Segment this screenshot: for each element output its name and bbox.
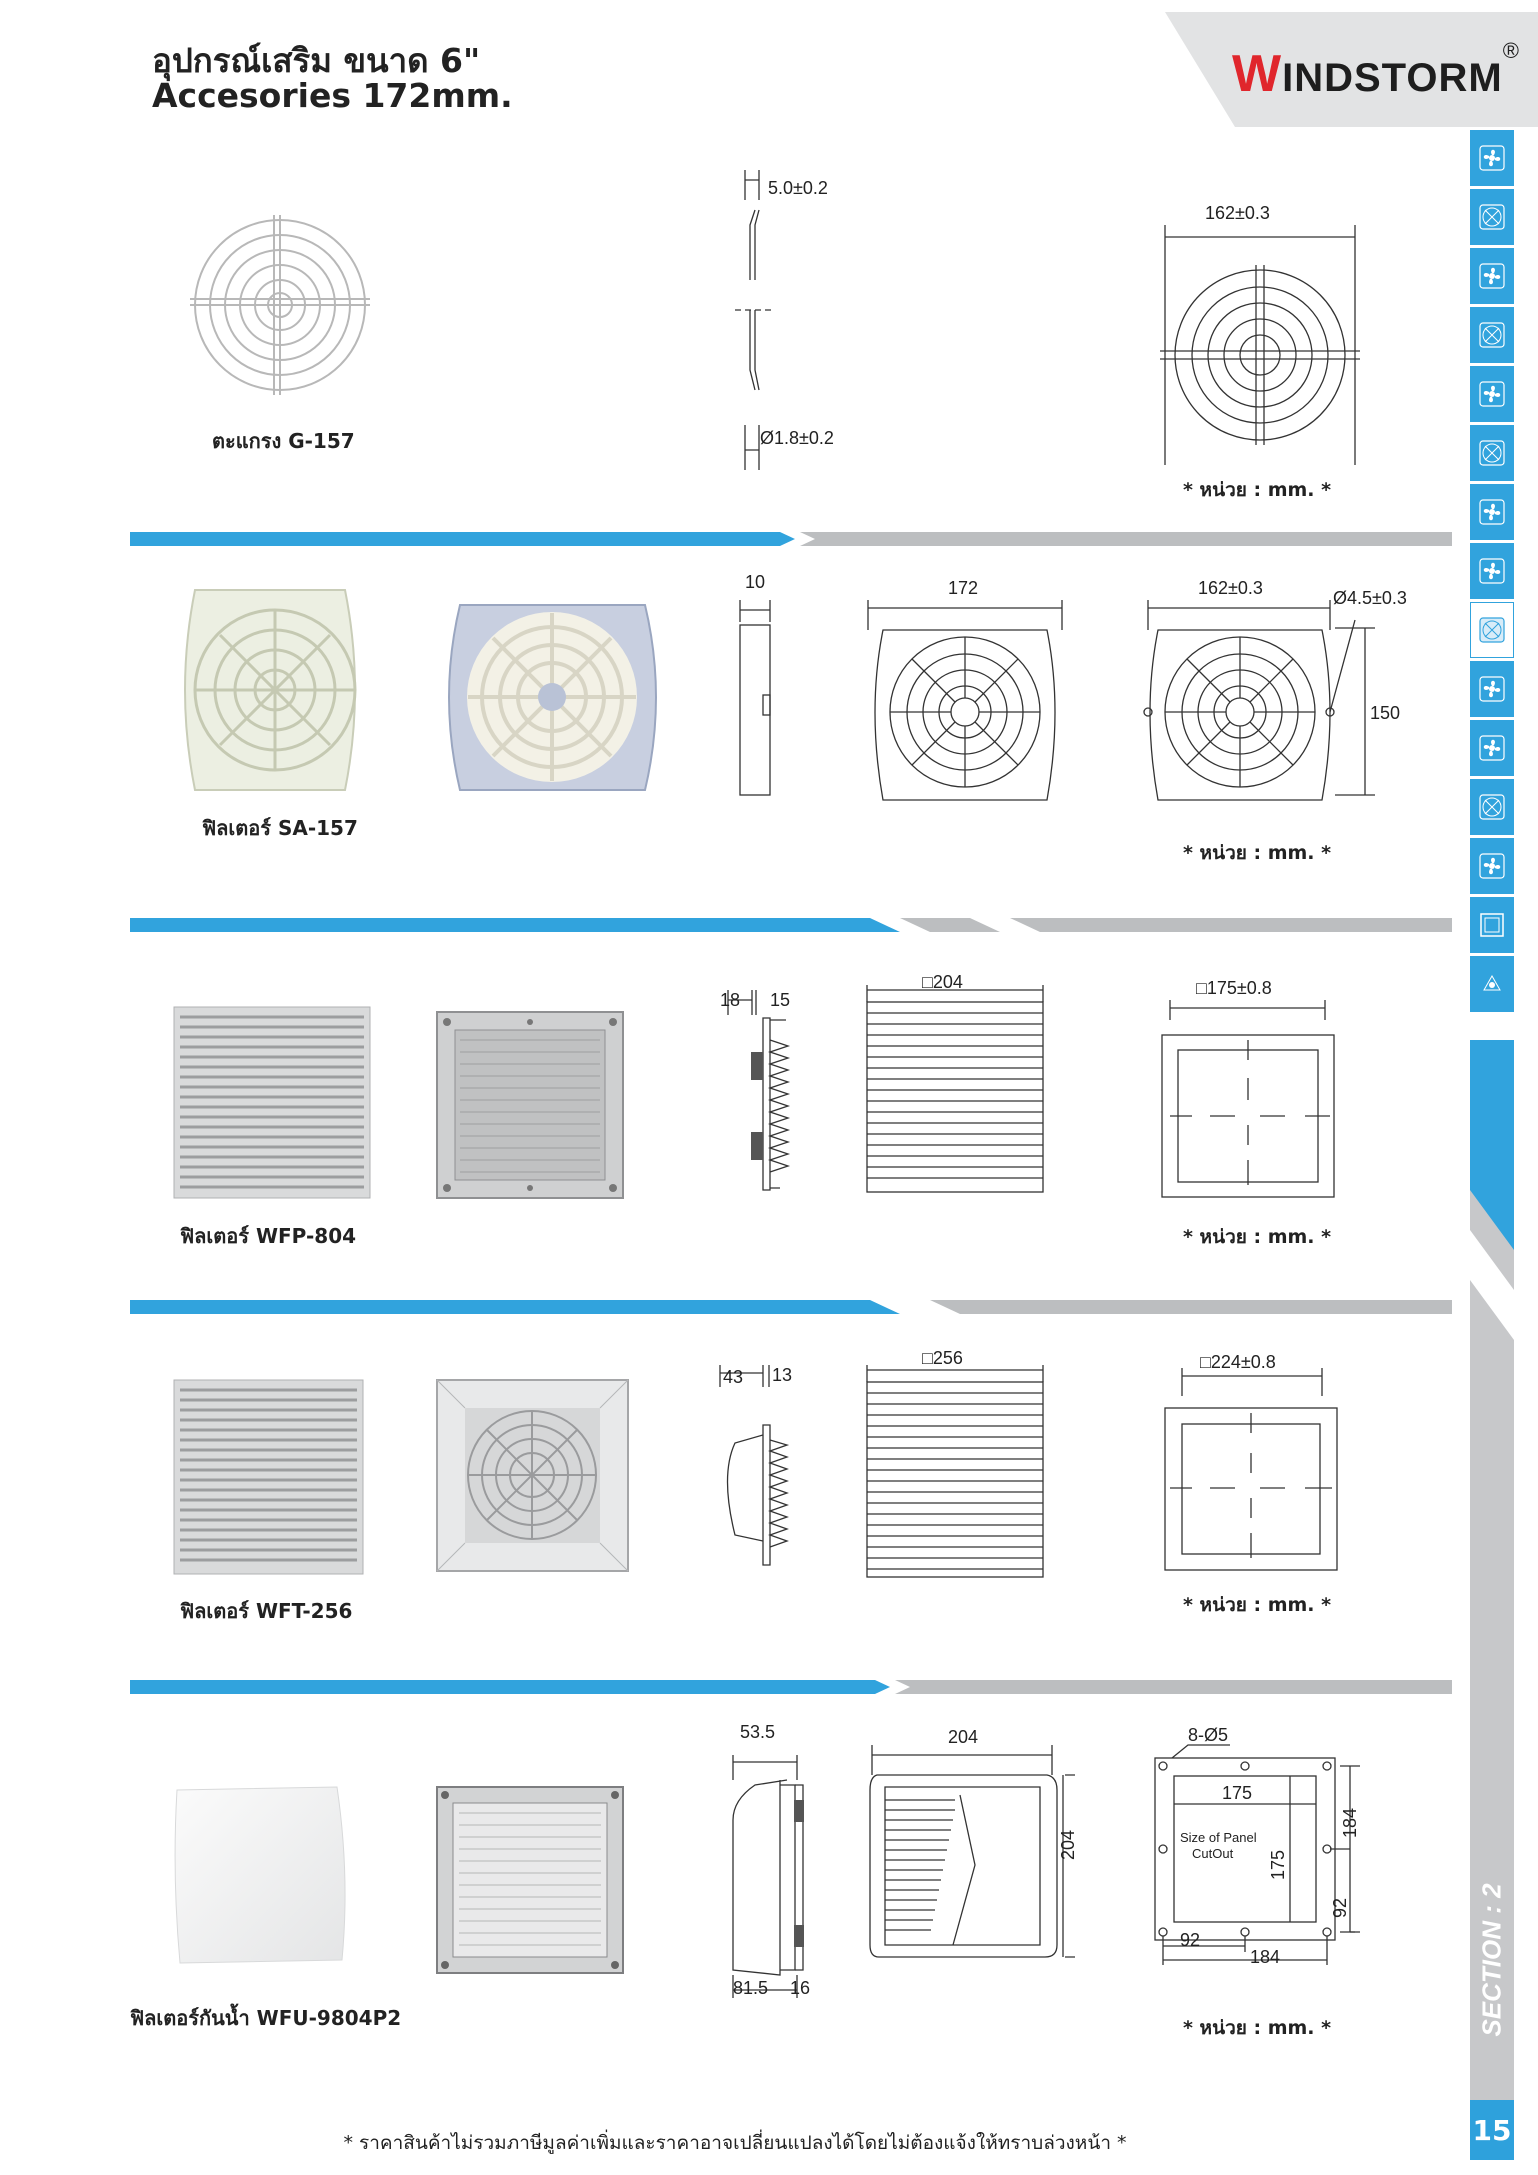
unit-note-4: * หน่วย : mm. * [1183,1594,1332,1616]
product-photo-sa157-angle [165,580,375,800]
product-caption-wfu9804p2: ฟิลเตอร์กันน้ำ WFU-9804P2 [130,2006,402,2030]
dim-hole-half-v: 92 [1330,1897,1350,1918]
dim-hole-spacing: 162±0.3 [1198,578,1263,598]
dim-hole-pitch-v: 184 [1340,1807,1360,1838]
drawing-g157-front [1155,225,1365,465]
dim-louver-depth-2: 13 [772,1365,793,1385]
drawing-sa157-side [735,600,795,800]
sidebar-tab-15[interactable] [1470,956,1514,1012]
fan-icon [1478,734,1506,762]
sidebar-tab-2[interactable] [1470,189,1514,245]
dim-cutout-height: 175 [1268,1849,1288,1880]
dim-filter-depth: 10 [745,572,766,592]
brand-logo [1232,38,1520,104]
blower-icon [1478,970,1506,998]
product-photo-wft256-fan [435,1378,630,1573]
page-title-english: Accesories 172mm. [152,76,513,115]
product-caption-wft256: ฟิลเตอร์ WFT-256 [180,1599,353,1623]
dim-fan-depth: 43 [723,1367,744,1387]
sidebar-tab-13[interactable] [1470,838,1514,894]
drawing-wft256-cutout [1160,1368,1345,1573]
sidebar-stripe-lower [1470,1040,1514,1820]
sidebar-tab-1[interactable] [1470,130,1514,186]
fan-guard-icon [1478,616,1506,644]
registered-mark: ® [1502,38,1520,63]
drawing-sa157-front [865,600,1065,805]
sidebar-tab-accessories-active[interactable] [1470,602,1514,658]
dim-height: 150 [1370,703,1401,723]
logo-text: INDSTORM [1282,56,1503,100]
dim-cutout-width: 175 [1222,1783,1253,1803]
panel-cutout-label: Size of Panel [1180,1830,1257,1845]
drawing-wft256-side [715,1365,805,1575]
section-divider-4 [130,1680,1452,1694]
sidebar-tab-11[interactable] [1470,720,1514,776]
dim-hole-pitch-h: 184 [1250,1947,1281,1967]
sidebar-tab-6[interactable] [1470,425,1514,481]
dim-thickness: 5.0±0.2 [768,178,828,198]
dim-cover-depth: 53.5 [740,1722,776,1742]
page-number: 15 [1470,2100,1514,2160]
fan-guard-icon [1478,321,1506,349]
price-disclaimer: * ราคาสินค้าไม่รวมภาษีมูลค่าเพิ่มและราคาอาจเปลี่ยนแปลงได้โดยไม่ต้องแจ้งให้ทราบล่วงหน้า * [343,2132,1127,2154]
section-label-box [1470,1820,1514,2100]
fan-icon [1478,498,1506,526]
drawing-sa157-mounting [1140,600,1380,805]
fan-icon [1478,144,1506,172]
product-photo-wfp804-front [172,1005,372,1200]
fan-guard-icon [1478,439,1506,467]
section-sidebar [1470,130,1514,1015]
fan-guard-icon [1478,793,1506,821]
unit-note-5: * หน่วย : mm. * [1183,2017,1332,2039]
product-caption-g157: ตะแกรง G-157 [212,429,355,453]
product-caption-wfp804: ฟิลเตอร์ WFP-804 [180,1224,357,1248]
dim-frame-size: □204 [922,972,963,992]
drawing-wfp804-side [718,990,808,1200]
dim-cover-width: 204 [948,1727,979,1747]
fan-icon [1478,675,1506,703]
dim-cutout-size-2: □224±0.8 [1200,1352,1276,1372]
dim-overall-width: 172 [948,578,979,598]
section-divider-1 [130,532,1452,546]
sidebar-tab-14[interactable] [1470,897,1514,953]
panel-frame-icon [1478,911,1506,939]
product-photo-g157 [185,205,375,405]
page-title-thai: อุปกรณ์เสริม ขนาด 6" [152,41,481,80]
fan-icon [1478,852,1506,880]
dim-frame-depth: 18 [720,990,741,1010]
sidebar-tab-4[interactable] [1470,307,1514,363]
sidebar-tab-5[interactable] [1470,366,1514,422]
unit-note-3: * หน่วย : mm. * [1183,1226,1332,1248]
unit-note-1: * หน่วย : mm. * [1183,479,1332,501]
section-label: SECTION : 2 [1476,1883,1507,2037]
dim-frame-size-2: □256 [922,1348,963,1368]
dim-total-depth: 81.5 [733,1978,769,1998]
dim-hole-count: 8-Ø5 [1188,1725,1229,1745]
panel-cutout-label-2: CutOut [1192,1846,1234,1861]
sidebar-tab-8[interactable] [1470,543,1514,599]
sidebar-tab-3[interactable] [1470,248,1514,304]
dim-louver-depth: 15 [770,990,791,1010]
fan-icon [1478,557,1506,585]
dim-flange-depth: 16 [790,1978,811,1998]
dim-cover-height: 204 [1058,1829,1078,1860]
sidebar-tab-10[interactable] [1470,661,1514,717]
sidebar-tab-12[interactable] [1470,779,1514,835]
product-photo-sa157-front [435,595,670,800]
section-divider-2 [130,918,1452,932]
dim-hole-diameter: Ø4.5±0.3 [1333,588,1407,608]
drawing-wfu9804p2-front [865,1745,1075,1965]
dim-hole-half-h: 92 [1180,1930,1201,1950]
fan-icon [1478,262,1506,290]
fan-icon [1478,380,1506,408]
sidebar-tab-7[interactable] [1470,484,1514,540]
product-caption-sa157: ฟิลเตอร์ SA-157 [202,816,358,840]
dim-guard-width: 162±0.3 [1205,203,1270,223]
product-photo-wfu9804p2-cover [172,1785,352,1965]
unit-note-2: * หน่วย : mm. * [1183,842,1332,864]
product-photo-wfu9804p2-back [435,1785,625,1975]
product-photo-wft256-front [172,1378,365,1576]
logo-initial: W [1232,45,1283,103]
drawing-wft256-front [865,1360,1045,1580]
fan-guard-icon [1478,203,1506,231]
drawing-g157-side [715,170,835,470]
drawing-wfp804-front [865,980,1045,1195]
drawing-wfp804-cutout [1160,1000,1340,1200]
dim-cutout-size: □175±0.8 [1196,978,1272,998]
section-divider-3 [130,1300,1452,1314]
product-photo-wfp804-back [435,1010,625,1200]
dim-wire-diameter: Ø1.8±0.2 [760,428,834,448]
drawing-wfu9804p2-side [725,1740,815,2000]
